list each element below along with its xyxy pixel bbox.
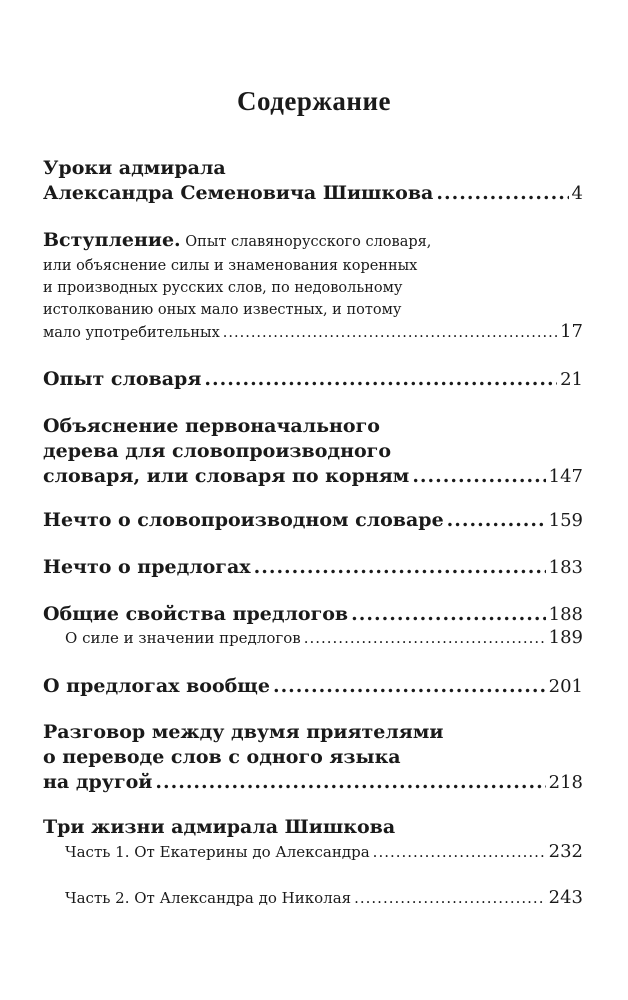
toc-line [43,156,583,181]
page-number: 21 [560,369,583,390]
toc-entry-opyt-slovarya [43,367,583,392]
toc-entry-obyasnenie [43,414,583,489]
toc-entry-nechto-o-predlogah [43,555,583,580]
dot-leader [223,322,557,344]
page-number: 147 [548,466,583,487]
toc-line [43,815,583,840]
toc-line [43,367,583,392]
page-number: 232 [548,841,583,862]
toc-entry-subtitle: или объяснение силы и знаменования коренных [43,258,418,274]
dot-leader [373,841,546,863]
toc-subentry-title: Часть 2. От Александра до Николая [65,889,352,907]
toc-line [43,464,583,489]
dot-leader [304,627,546,649]
toc-entry-obshie-svoistva [43,602,583,649]
toc-entry-title: Уроки адмирала [43,157,226,179]
toc-line [43,321,583,344]
toc-entry-subtitle: истолкованию оных мало известных, и потому [43,302,402,318]
toc-entry-title: Разговор между двумя приятелями [43,721,444,743]
dot-leader [436,181,568,206]
toc-entry-title: Общие свойства предлогов [43,603,349,625]
toc-entry-title: Три жизни адмирала Шишкова [43,816,396,838]
toc-subline [43,841,583,863]
toc-line [43,555,583,580]
toc-entry-vstuplenie [43,228,583,344]
toc-entry-razgovor [43,720,583,795]
dot-leader [155,770,545,795]
toc-line [43,720,583,745]
dot-leader [204,367,557,392]
toc-entry-title: Александра Семеновича Шишкова [43,182,434,204]
toc-entry-slovoproizvodnom [43,508,583,533]
page-number: 4 [571,183,583,204]
toc-line [43,255,583,277]
toc-line [43,674,583,699]
dot-leader [273,674,546,699]
dot-leader [412,464,545,489]
toc-line [43,181,583,206]
toc-subentry-title: Часть 1. От Екатерины до Александра [65,843,370,861]
page-title: Содержание [236,86,392,116]
page-number: 183 [548,557,583,578]
toc-line [43,770,583,795]
toc-line [43,299,583,321]
toc-entry-subtitle: и производных русских слов, по недовольному [43,280,403,296]
dot-leader [351,602,546,627]
toc-entry-title: Нечто о словопроизводном словаре [43,509,444,531]
toc-subline [43,887,583,909]
toc-entry-title: Опыт словаря [43,368,202,390]
toc-line [43,508,583,533]
toc-entry-title: Объяснение первоначального [43,415,380,437]
toc-line [43,745,583,770]
toc-entry-subtitle: Опыт славянорусского словаря, [180,234,432,250]
toc-entry-title: дерева для словопроизводного [43,440,391,462]
dot-leader [354,887,546,909]
page-number: 243 [548,887,583,908]
page-number: 218 [548,772,583,793]
toc-line [43,414,583,439]
toc-entry-title: О предлогах вообще [43,675,270,697]
toc-entry-o-predlogah-voobshe [43,674,583,699]
page-number: 159 [548,510,583,531]
toc-entry-title: на другой [43,771,153,793]
page-number: 17 [560,321,583,342]
page-number: 201 [548,676,583,697]
toc-line [43,602,583,627]
toc-line [43,277,583,299]
toc-entry-tri-zhizni [43,815,583,909]
toc-entry-title: Нечто о предлогах [43,556,251,578]
toc-line [43,439,583,464]
toc-line [43,228,583,255]
toc-entry-title: словаря, или словаря по корням [43,465,410,487]
toc-entry-title: Вступление. [43,229,181,251]
page-number: 189 [548,627,583,648]
toc-entry-title: о переводе слов с одного языка [43,746,401,768]
page-number: 188 [548,604,583,625]
toc-entry-uroki [43,156,583,206]
dot-leader [254,555,546,580]
toc-subline [43,627,583,649]
toc-entry-subtitle: мало употребительных [43,325,220,341]
dot-leader [447,508,546,533]
toc-subentry-title: О силе и значении предлогов [65,629,301,647]
